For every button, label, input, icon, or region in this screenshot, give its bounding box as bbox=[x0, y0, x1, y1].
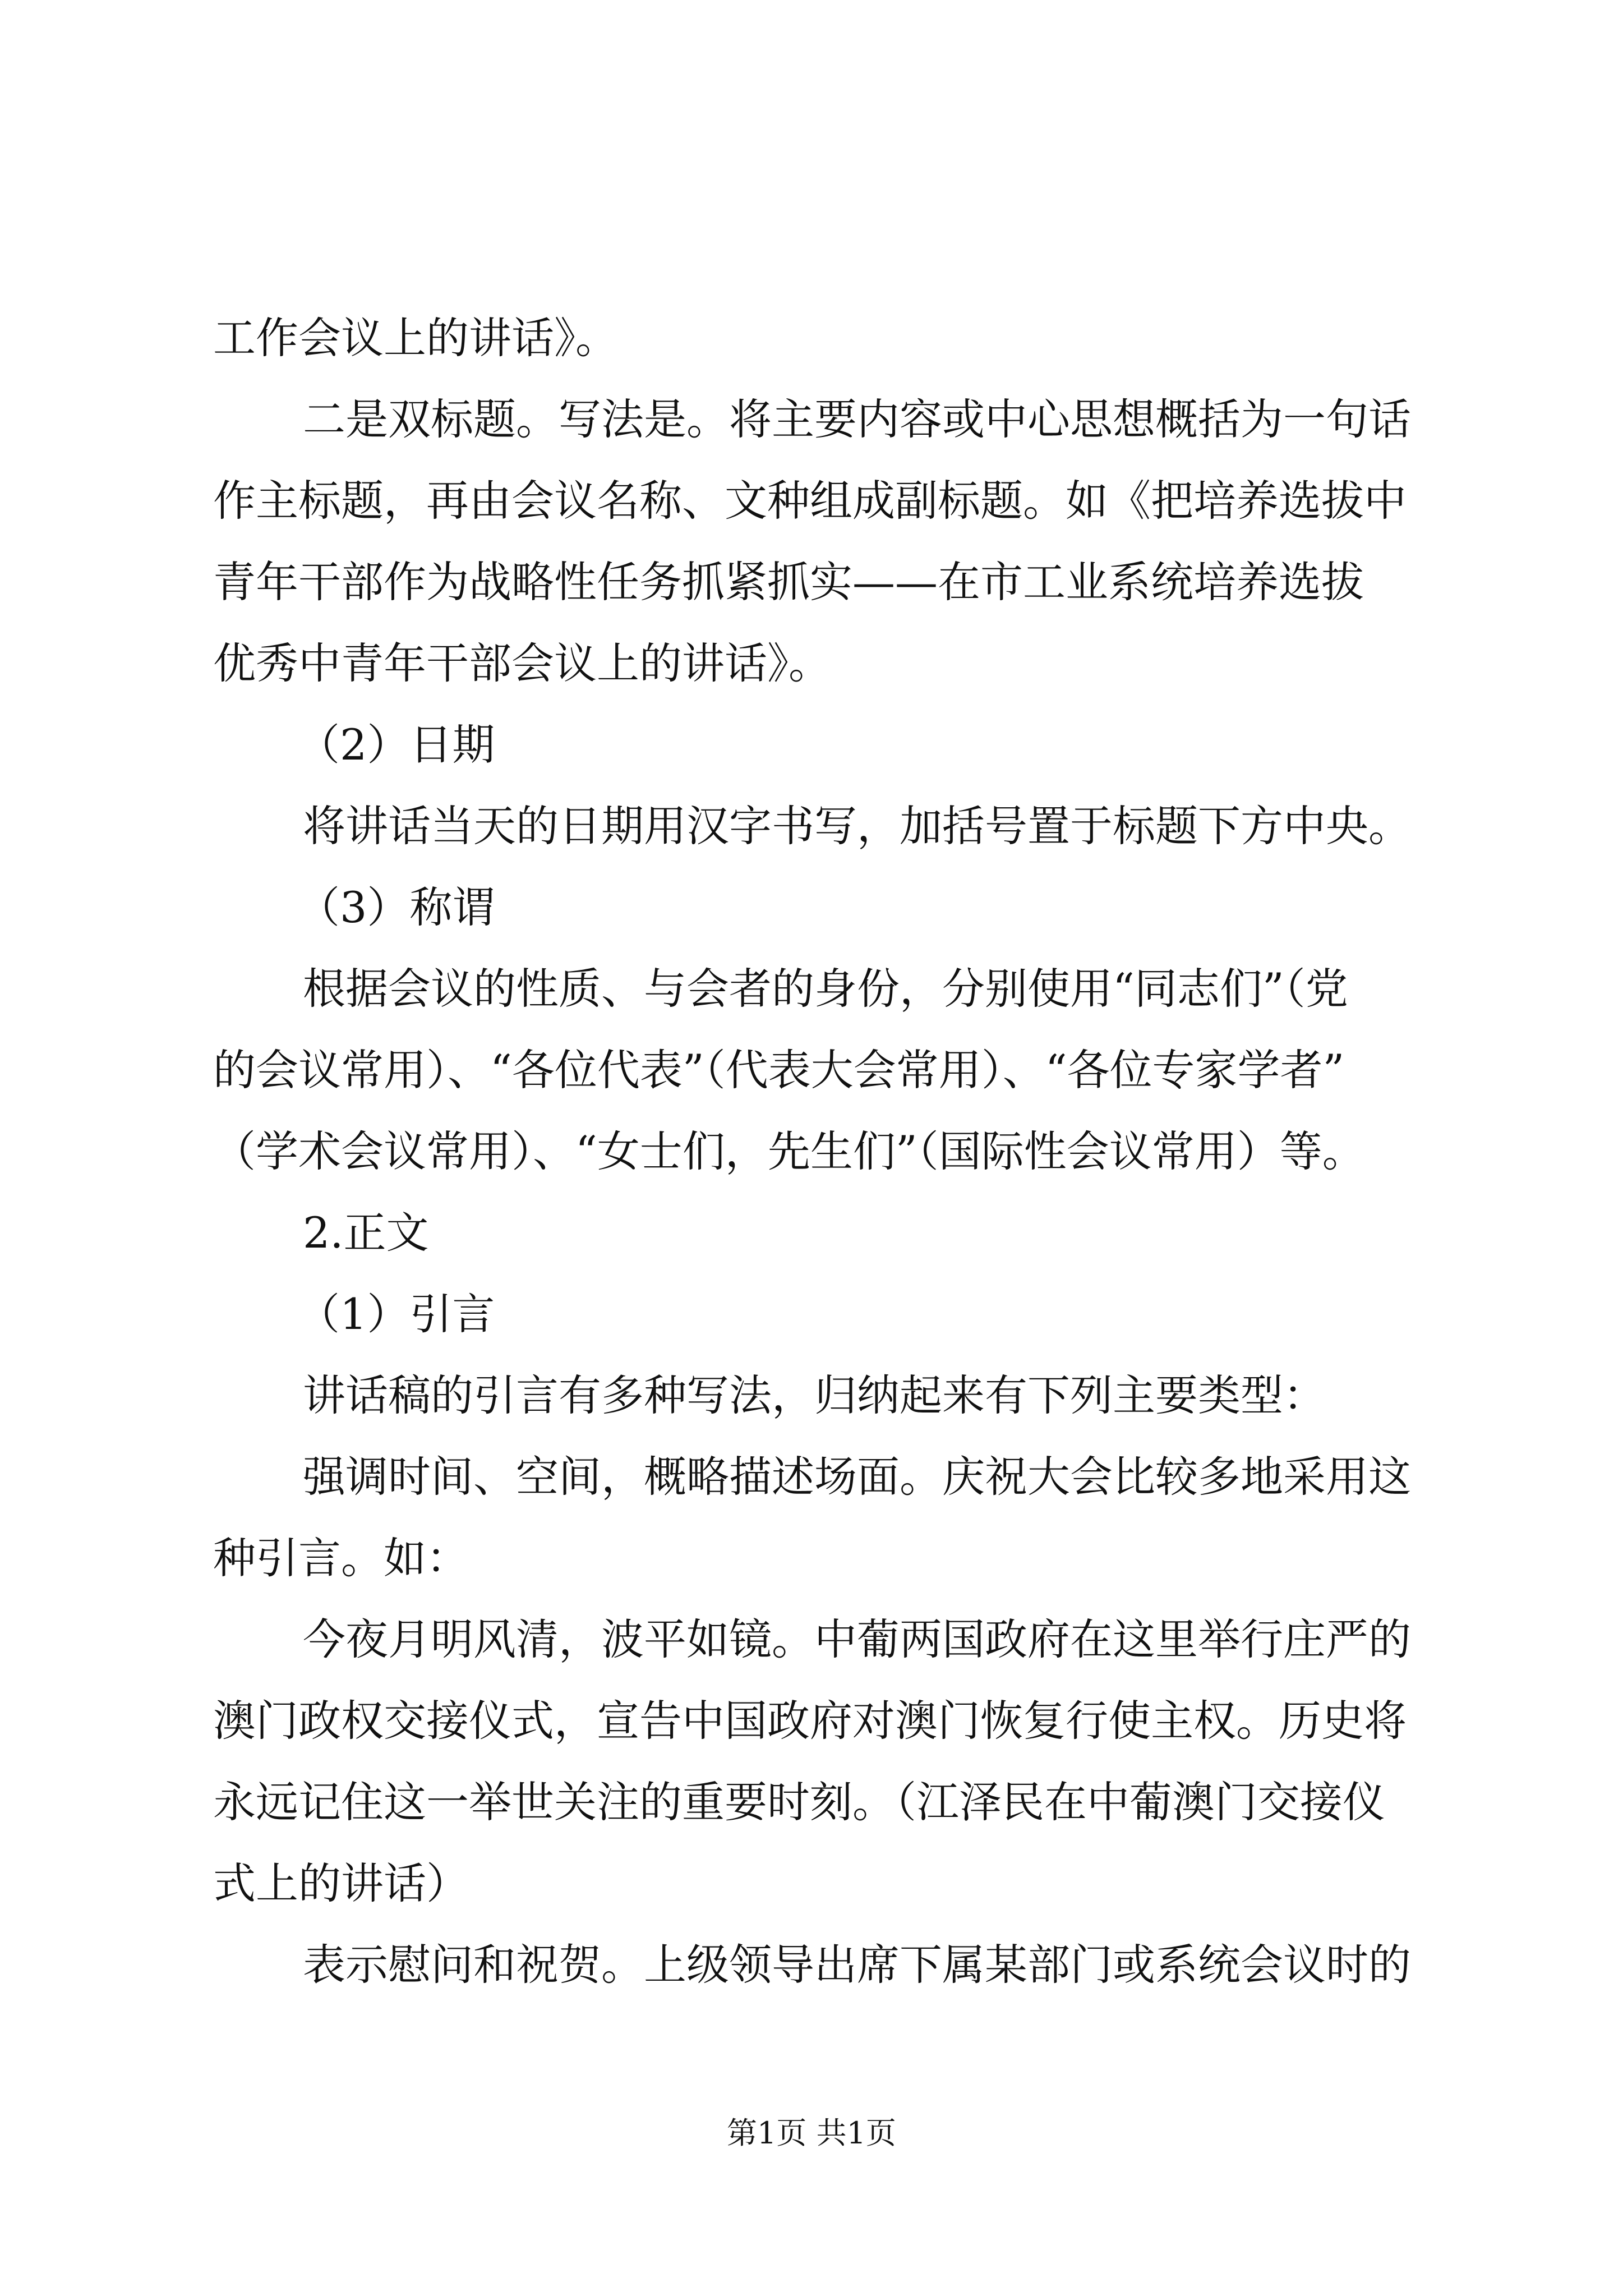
text-line: 青年干部作为战略性任务抓紧抓实——在市工业系统培养选拔 bbox=[213, 557, 1364, 607]
text-line: 工作会议上的讲话》。 bbox=[213, 313, 618, 363]
text-line: 讲话稿的引言有多种写法，归纳起来有下列主要类型： bbox=[303, 1370, 1326, 1420]
text-line: 种引言。如： bbox=[213, 1533, 469, 1583]
text-line: 澳门政权交接仪式，宣告中国政府对澳门恢复行使主权。历史将 bbox=[213, 1696, 1407, 1746]
text-line: 强调时间、空间，概略描述场面。庆祝大会比较多地采用这 bbox=[303, 1452, 1411, 1502]
text-line: 将讲话当天的日期用汉字书写，加括号置于标题下方中央。 bbox=[303, 801, 1411, 851]
section-heading: （2）日期 bbox=[297, 720, 495, 770]
text-line: 优秀中青年干部会议上的讲话》。 bbox=[213, 638, 831, 688]
text-line: 式上的讲话） bbox=[213, 1858, 469, 1908]
document-body bbox=[213, 297, 1436, 2005]
text-line: 今夜月明风清，波平如镜。中葡两国政府在这里举行庄严的 bbox=[303, 1614, 1411, 1664]
text-line: 表示慰问和祝贺。上级领导出席下属某部门或系统会议时的 bbox=[303, 1940, 1411, 1990]
text-line: （学术会议常用）、“女士们，先生们”（国际性会议常用）等。 bbox=[213, 1126, 1365, 1176]
page-footer bbox=[0, 2109, 1623, 2152]
text-line: 永远记住这一举世关注的重要时刻。（江泽民在中葡澳门交接仪 bbox=[213, 1777, 1385, 1827]
text-line: 根据会议的性质、与会者的身份，分别使用“同志们”（党 bbox=[303, 964, 1348, 1014]
page-indicator: 第1页 共1页 bbox=[727, 2115, 896, 2151]
text-line: 二是双标题。写法是。将主要内容或中心思想概括为一句话 bbox=[303, 394, 1411, 444]
text-line: 作主标题，再由会议名称、文种组成副标题。如《把培养选拔中 bbox=[213, 476, 1407, 526]
text-line: 的会议常用）、“各位代表”（代表大会常用）、“各位专家学者” bbox=[213, 1045, 1345, 1095]
section-heading: （3）称谓 bbox=[297, 882, 495, 932]
section-heading: 2.正文 bbox=[303, 1208, 429, 1258]
section-heading: （1）引言 bbox=[297, 1289, 495, 1339]
